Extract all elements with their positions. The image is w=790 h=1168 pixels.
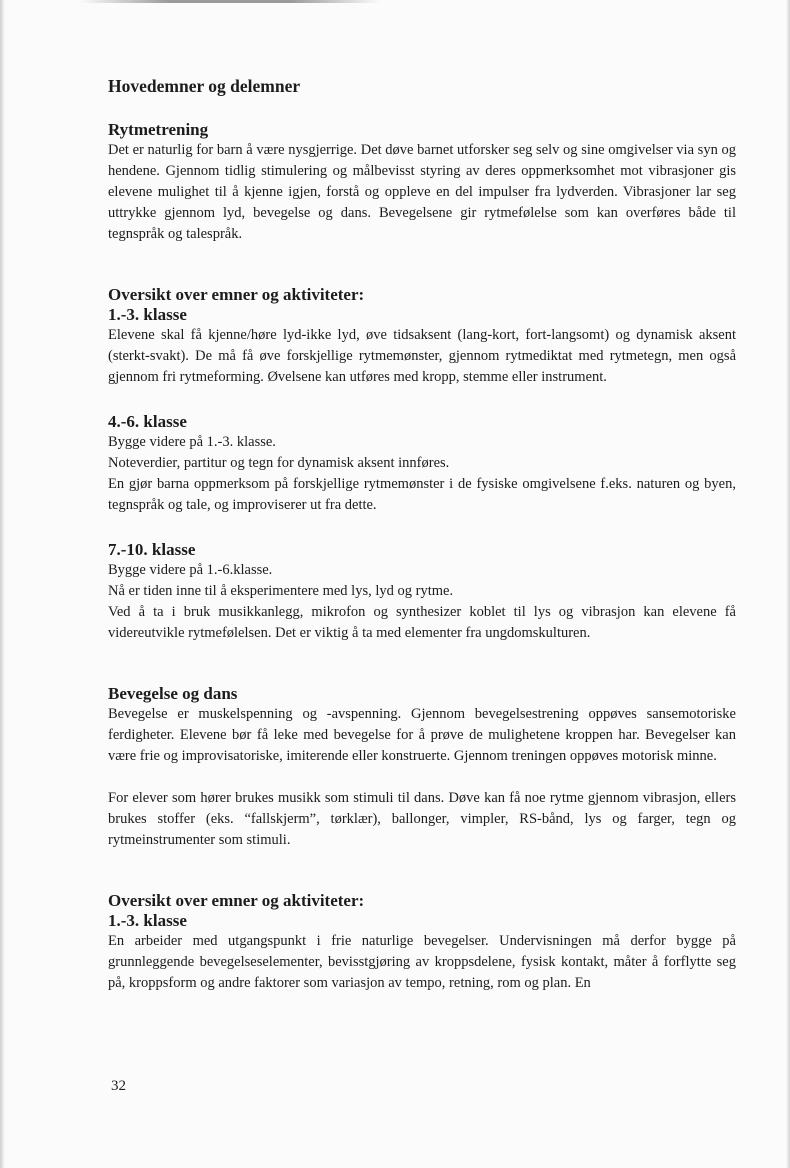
overview-heading: Oversikt over emner og aktiviteter: <box>108 285 365 304</box>
grade-text-7-10-line: Ved å ta i bruk musikkanlegg, mikrofon og synthesizer koblet til lys og vibrasjon kan elevene få videreutvikle rytmefølelsen. Det er viktig å ta med elementer fra ungdomskulturen. <box>108 604 736 641</box>
scan-edge-top <box>80 0 380 3</box>
overview-heading: Oversikt over emner og aktiviteter: <box>108 891 365 910</box>
grade-heading-4-6: 4.-6. klasse <box>108 412 187 431</box>
rytmetrening-intro: Det er naturlig for barn å være nysgjerrige. Det døve barnet utforsker seg selv og sine omgivelser via syn og hendene. Gjennom tidlig stimulering og målbevisst styring av deres oppmerksomhet mot vibrasjoner gis elevene mulighet til å kjenne igjen, forstå og oppleve en del impulser fra lydverden. Vibrasjoner lar seg uttrykke gjennom lyd, bevegelse og dans. Bevegelsene gir rytmefølelse som kan overføres både til tegnspråk og talespråk. <box>108 142 736 242</box>
grade-text-7-10-line: Nå er tiden inne til å eksperimentere med lys, lyd og rytme. <box>108 583 454 599</box>
page-number: 32 <box>111 1078 126 1094</box>
scan-edge-left <box>0 0 5 1168</box>
bevegelse-grade-text-1-3: En arbeider med utgangspunkt i frie naturlige bevegelser. Undervisningen må derfor bygge på grunnleggende bevegelseselementer, bevisstgjøring av kroppsdelene, fysisk kontakt, måter å forflytte seg på, kroppsform og andre faktorer som variasjon av tempo, retning, rom og plan. En <box>108 933 736 991</box>
page-title: Hovedemner og delemner <box>108 76 301 96</box>
section-heading-bevegelse: Bevegelse og dans <box>108 684 238 703</box>
grade-text-4-6-line: Bygge videre på 1.-3. klasse. <box>108 434 276 450</box>
grade-heading-7-10: 7.-10. klasse <box>108 540 196 559</box>
page-content <box>108 70 736 994</box>
section-heading-rytmetrening: Rytmetrening <box>108 120 209 139</box>
grade-text-4-6-line: Noteverdier, partitur og tegn for dynamisk aksent innføres. <box>108 455 450 471</box>
grade-text-7-10-line: Bygge videre på 1.-6.klasse. <box>108 562 273 578</box>
bevegelse-paragraph-2: For elever som hører brukes musikk som stimuli til dans. Døve kan få noe rytme gjennom vibrasjon, ellers brukes stoffer (eks. “fallskjerm”, tørklær), ballonger, vimpler, RS-bånd, lys og farger, tegn og rytmeinstrumenter som stimuli. <box>108 790 736 848</box>
grade-text-4-6-line: En gjør barna oppmerksom på forskjellige rytmemønster i de fysiske omgivelsene f.eks. naturen og byen, tegnspråk og tale, og improviserer ut fra dette. <box>108 476 736 513</box>
bevegelse-paragraph-1: Bevegelse er muskelspenning og -avspenning. Gjennom bevegelsestrening oppøves sansemotoriske ferdigheter. Elevene bør få leke med bevegelse for å prøve de mulighetene kroppen har. Bevegelser kan være frie og improvisatoriske, imiterende eller konstruerte. Gjennom treningen oppøves motorisk minne. <box>108 706 736 764</box>
grade-heading-1-3: 1.-3. klasse <box>108 911 187 930</box>
grade-heading-1-3: 1.-3. klasse <box>108 305 187 324</box>
scan-edge-right <box>786 0 790 1168</box>
grade-text-1-3: Elevene skal få kjenne/høre lyd-ikke lyd, øve tidsaksent (lang-kort, fort-langsomt) og dynamisk aksent (sterkt-svakt). De må få øve forskjellige rytmemønster, gjennom rytmediktat med rytmetegn, men også gjennom fri rytmeforming. Øvelsene kan utføres med kropp, stemme eller instrument. <box>108 327 736 385</box>
